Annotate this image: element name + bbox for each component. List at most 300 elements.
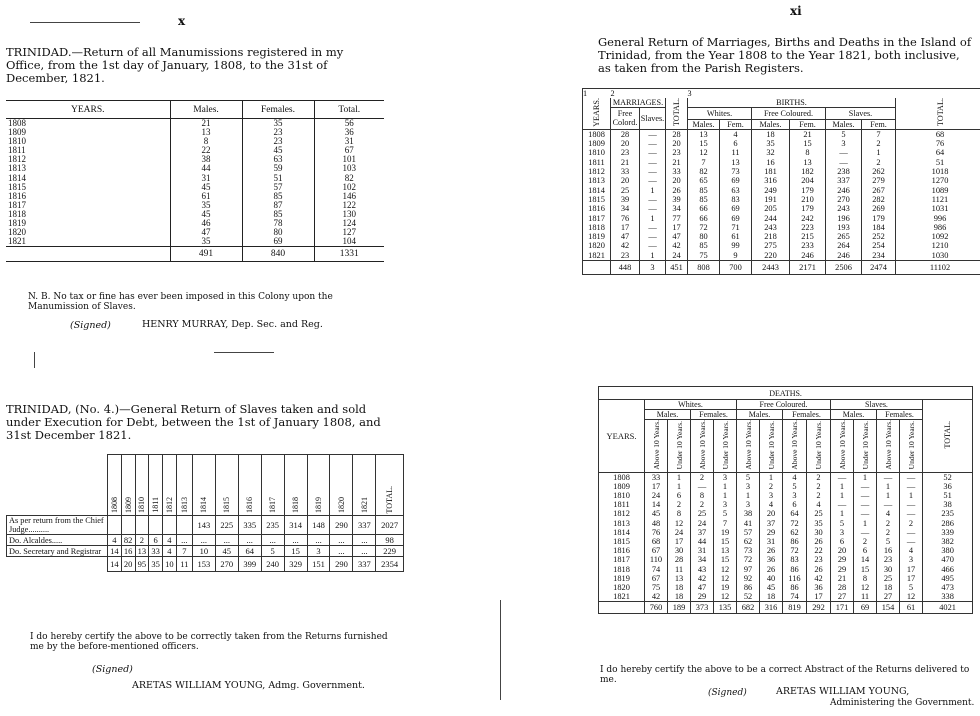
table-row [6, 210, 384, 219]
table-cell: 15 [790, 139, 826, 148]
table-cell: 30 [668, 546, 691, 555]
sex-header-row [599, 410, 973, 420]
table-cell: 7 [176, 546, 192, 557]
table-cell: 15 [714, 555, 737, 564]
males-header: Males. [737, 410, 783, 420]
table-cell: 16 [121, 546, 135, 557]
table-cell: 5 [714, 509, 737, 518]
table-row [583, 214, 980, 223]
deaths-title: DEATHS. [599, 387, 973, 400]
debt-col-header [261, 455, 284, 516]
table-cell: 191 [752, 195, 790, 204]
table-row [599, 583, 973, 592]
total-cell: 151 [307, 557, 330, 572]
table-cell: 4 [163, 535, 177, 546]
table-cell: 1814 [599, 528, 645, 537]
table-cell: 233 [790, 241, 826, 250]
table-cell: 86 [737, 583, 760, 592]
table-cell: 3 [737, 482, 760, 491]
table-cell: 38 [923, 500, 973, 509]
table-cell: 249 [752, 186, 790, 195]
table-cell: 62 [737, 537, 760, 546]
debt-col-header-text: 1810 [137, 497, 147, 513]
table-cell: 3 [783, 491, 807, 500]
table-cell: 1 [831, 509, 854, 518]
table-cell: 270 [826, 195, 862, 204]
table-cell: 279 [862, 176, 896, 185]
table-cell: 218 [752, 232, 790, 241]
table-cell: 1210 [896, 241, 980, 250]
table-cell: 264 [826, 241, 862, 250]
table-cell: 51 [242, 174, 314, 183]
males-header: Males. [688, 119, 720, 129]
table-row [6, 119, 384, 129]
table-row [583, 223, 980, 232]
grand-total-header [896, 98, 980, 129]
table-cell: 68 [645, 537, 668, 546]
years-header [583, 98, 611, 129]
table-cell: 2 [900, 519, 923, 528]
table-cell: 25 [877, 574, 900, 583]
table-cell: 243 [826, 204, 862, 213]
females-header: Females. [691, 410, 737, 420]
debt-col-header [107, 455, 121, 516]
deaths-title-row [599, 387, 973, 400]
table-cell: 17 [807, 592, 831, 602]
table-cell: 45 [170, 183, 242, 192]
above-10-header [783, 420, 807, 473]
table-cell: 12 [714, 565, 737, 574]
table-row [583, 195, 980, 204]
table-cell: 97 [737, 565, 760, 574]
total-cell [583, 261, 611, 275]
table-cell: 67 [344, 145, 354, 156]
table-cell: 1815 [599, 537, 645, 546]
table-cell: 51 [896, 158, 980, 167]
males-header: Males. [752, 119, 790, 129]
table-cell: 7 [688, 158, 720, 167]
table-row [599, 519, 973, 528]
table-cell: 16 [752, 158, 790, 167]
table-cell: 67 [645, 574, 668, 583]
table-cell: — [900, 528, 923, 537]
table-cell: 4 [760, 500, 783, 509]
table-cell: 127 [342, 227, 356, 238]
empty-cell [7, 557, 108, 572]
table-cell: 73 [737, 546, 760, 555]
table-cell: 223 [790, 223, 826, 232]
years-header: YEARS. [599, 400, 645, 473]
table-row [599, 509, 973, 518]
table-row [599, 500, 973, 509]
debt-col-header-text: 1812 [164, 497, 174, 513]
manumissions-table [6, 100, 384, 262]
table-cell: 1 [640, 214, 666, 223]
under-10-header-text: Under 10 Years. [814, 420, 823, 469]
table-cell: 20 [666, 139, 688, 148]
table-cell: 80 [242, 228, 314, 237]
table-cell: 335 [238, 516, 261, 535]
table-cell: 1813 [6, 164, 170, 173]
table-cell: 1820 [599, 583, 645, 592]
table-cell: 238 [826, 167, 862, 176]
under-10-header [760, 420, 783, 473]
males-header: Males. [645, 410, 691, 420]
marriages-births-table [582, 88, 980, 275]
table-cell: 45 [645, 509, 668, 518]
table-cell: 64 [896, 148, 980, 157]
total-cell: 240 [261, 557, 284, 572]
table-cell: 17 [900, 565, 923, 574]
free-coloured-header: Free Coloured. [752, 108, 826, 120]
debt-col-header-text: 1817 [268, 497, 278, 513]
debt-col-header [149, 455, 163, 516]
table-cell: 1018 [896, 167, 980, 176]
table-cell: 124 [342, 218, 356, 229]
total-cell: 316 [760, 602, 783, 614]
age-header-row [599, 420, 973, 473]
total-cell: 153 [192, 557, 215, 572]
table-cell: 1818 [599, 565, 645, 574]
table-cell: 466 [923, 565, 973, 574]
table-cell: 29 [760, 528, 783, 537]
table-cell: 86 [783, 583, 807, 592]
debt-col-header-text: 1811 [151, 497, 161, 513]
table-cell: 6 [831, 537, 854, 546]
table-row [6, 228, 384, 237]
column-number-row [583, 89, 980, 99]
under-10-header-text: Under 10 Years. [674, 420, 684, 469]
table-cell: 87 [242, 201, 314, 210]
table-cell: 33 [645, 472, 668, 482]
table-cell: 181 [752, 167, 790, 176]
table-cell: — [854, 528, 877, 537]
table-row [583, 139, 980, 148]
table-cell: 15 [714, 537, 737, 546]
totals-row [599, 602, 973, 614]
table-cell: 64 [238, 546, 261, 557]
table-cell: 3 [714, 500, 737, 509]
margin-mark [34, 352, 35, 368]
table-cell: 1815 [583, 195, 611, 204]
table-cell: ... [330, 535, 353, 546]
table-cell: 26 [760, 565, 783, 574]
table-cell: 48 [645, 519, 668, 528]
table-cell: 12 [668, 519, 691, 528]
table-cell: 16 [877, 546, 900, 555]
table-cell: 75 [688, 251, 720, 261]
table-cell: 45 [215, 546, 238, 557]
total-cell: 61 [900, 602, 923, 614]
table-cell: 1818 [6, 210, 170, 219]
table-cell: ... [261, 535, 284, 546]
table-cell: 62 [783, 528, 807, 537]
manumissions-col-header: Total. [314, 101, 384, 119]
table-cell: 1 [640, 186, 666, 195]
table-row [583, 251, 980, 261]
table-row [6, 174, 384, 183]
debt-col-header [238, 455, 261, 516]
total-cell: 682 [737, 602, 760, 614]
group-header-row [583, 98, 980, 108]
table-cell: 179 [790, 204, 826, 213]
debt-col-header-text: 1818 [291, 497, 301, 513]
table-cell: 1816 [599, 546, 645, 555]
table-row [583, 186, 980, 195]
fem-header: Fem. [790, 119, 826, 129]
table-cell: 102 [342, 181, 356, 192]
table-cell: 1813 [583, 176, 611, 185]
table-cell: 25 [611, 186, 640, 195]
table-cell: 25 [691, 509, 714, 518]
males-header: Males. [826, 119, 862, 129]
table-cell: 35 [752, 139, 790, 148]
table-cell: 18 [760, 592, 783, 602]
table-cell: 382 [923, 537, 973, 546]
table-cell: 275 [752, 241, 790, 250]
table-cell: 182 [790, 167, 826, 176]
table-cell: 18 [752, 129, 790, 139]
table-cell [176, 516, 192, 535]
table-cell: 72 [783, 519, 807, 528]
under-10-header [714, 420, 737, 473]
table-row [599, 574, 973, 583]
table-cell: 23 [666, 148, 688, 157]
debt-col-header [376, 455, 404, 516]
table-cell: 34 [611, 204, 640, 213]
table-row [599, 546, 973, 555]
col-number: 2 [610, 89, 615, 98]
table-cell: — [854, 500, 877, 509]
table-cell: 3 [900, 555, 923, 564]
table-cell: 32 [752, 148, 790, 157]
table-cell: ... [353, 535, 376, 546]
table-row [6, 155, 384, 164]
table-cell: 1808 [6, 119, 170, 129]
above-10-header-text: Above 10 Years. [837, 420, 847, 470]
table-cell: 2 [807, 482, 831, 491]
above-10-header-text: Above 10 Years. [651, 420, 661, 470]
table-cell: 6 [854, 546, 877, 555]
table-cell: 5 [900, 583, 923, 592]
table-cell: 4 [720, 129, 752, 139]
table-cell: 1270 [896, 176, 980, 185]
table-cell: 42 [666, 241, 688, 250]
table-cell: 2 [862, 158, 896, 167]
table-cell: 12 [900, 592, 923, 602]
table-row [583, 148, 980, 157]
total-cell: 292 [807, 602, 831, 614]
table-cell: 39 [611, 195, 640, 204]
table-cell: — [640, 176, 666, 185]
debt-col-header-text: 1819 [314, 497, 324, 513]
table-cell: 52 [923, 472, 973, 482]
right-page [490, 0, 980, 716]
table-cell: 1 [854, 519, 877, 528]
table-cell: 15 [284, 546, 307, 557]
debt-col-header-text: 1813 [179, 497, 189, 513]
table-cell: 1820 [583, 241, 611, 250]
table-cell: 83 [720, 195, 752, 204]
table-cell: 5 [826, 129, 862, 139]
table-cell: 42 [645, 592, 668, 602]
slaves-header: Slaves. [831, 400, 923, 410]
table-row [7, 546, 404, 557]
table-cell: 23 [611, 251, 640, 261]
table-cell: 996 [896, 214, 980, 223]
table-cell: 1810 [6, 137, 170, 146]
table-cell: 47 [611, 232, 640, 241]
table-row [583, 241, 980, 250]
table-cell: 2 [877, 519, 900, 528]
debt-col-header [192, 455, 215, 516]
table-cell: 2 [807, 472, 831, 482]
table-cell: 22 [807, 546, 831, 555]
table-cell: 83 [783, 555, 807, 564]
total-cell: 840 [242, 247, 314, 262]
table-cell: 73 [720, 167, 752, 176]
table-cell: — [640, 232, 666, 241]
debt-col-header [176, 455, 192, 516]
deaths-signed: (Signed) [708, 688, 747, 698]
table-cell: 473 [923, 583, 973, 592]
table-cell: 1030 [896, 251, 980, 261]
total-header [923, 400, 973, 473]
under-10-header-text: Under 10 Years. [906, 420, 916, 469]
above-10-header [877, 420, 900, 473]
table-cell: 23 [611, 148, 640, 157]
table-cell: 14 [854, 555, 877, 564]
table-cell: 7 [862, 129, 896, 139]
table-cell: 28 [666, 129, 688, 139]
table-cell: 5 [831, 519, 854, 528]
table-cell: 77 [666, 214, 688, 223]
total-cell: 171 [831, 602, 854, 614]
table-cell: 85 [688, 241, 720, 250]
debt-certify: I do hereby certify the above to be correctly taken from the Returns furnished me by the before-mentioned officers. [30, 632, 388, 652]
table-cell: 35 [807, 519, 831, 528]
table-cell: 2 [668, 500, 691, 509]
fem-header: Fem. [720, 119, 752, 129]
table-cell: 470 [923, 555, 973, 564]
table-cell: 12 [714, 574, 737, 583]
totals-row [6, 247, 384, 262]
table-cell: 39 [666, 195, 688, 204]
table-cell: 1821 [6, 237, 170, 247]
above-10-header-text: Above 10 Years. [697, 420, 707, 470]
table-cell: 24 [668, 528, 691, 537]
total-cell: 2506 [826, 261, 862, 275]
table-cell: — [877, 472, 900, 482]
debt-col-header [307, 455, 330, 516]
table-cell: 75 [645, 583, 668, 592]
table-cell: 31 [760, 537, 783, 546]
table-cell: 267 [862, 186, 896, 195]
table-cell: 57 [737, 528, 760, 537]
table-cell: 5 [737, 472, 760, 482]
table-cell: 1092 [896, 232, 980, 241]
table-row [583, 204, 980, 213]
table-cell: 1 [854, 472, 877, 482]
table-cell: 1814 [6, 174, 170, 183]
table-cell: 2 [760, 482, 783, 491]
table-cell: 1816 [583, 204, 611, 213]
table-cell: 34 [691, 555, 714, 564]
table-cell: 52 [737, 592, 760, 602]
males-header: Males. [831, 410, 877, 420]
table-cell: 24 [645, 491, 668, 500]
table-cell: 380 [923, 546, 973, 555]
table-cell: — [900, 509, 923, 518]
table-cell: 69 [720, 176, 752, 185]
group-header-row [599, 400, 973, 410]
table-cell: 286 [923, 519, 973, 528]
table-cell: 1817 [6, 201, 170, 210]
above-10-header [645, 420, 668, 473]
table-cell: 42 [807, 574, 831, 583]
total-cell: 448 [611, 261, 640, 275]
manumissions-signatory: HENRY MURRAY, Dep. Sec. and Reg. [142, 319, 323, 330]
table-cell: 23 [807, 555, 831, 564]
debt-col-header-text: 1816 [245, 497, 255, 513]
table-cell: 3 [760, 491, 783, 500]
above-10-header [691, 420, 714, 473]
table-cell: 235 [923, 509, 973, 518]
table-cell: 316 [752, 176, 790, 185]
table-cell: 8 [790, 148, 826, 157]
table-cell: 24 [666, 251, 688, 261]
table-cell: 65 [688, 176, 720, 185]
table-cell: 6 [783, 500, 807, 509]
debt-col-header [353, 455, 376, 516]
table-cell: 1817 [599, 555, 645, 564]
table-cell: 76 [645, 528, 668, 537]
table-cell: 1810 [599, 491, 645, 500]
deaths-table [598, 386, 973, 614]
table-cell: 57 [242, 183, 314, 192]
table-cell: — [831, 472, 854, 482]
table-cell: 1819 [583, 232, 611, 241]
under-10-header [854, 420, 877, 473]
total-cell: 373 [691, 602, 714, 614]
table-cell: 13 [170, 128, 242, 137]
table-cell: 36 [807, 583, 831, 592]
table-cell: 104 [342, 236, 356, 247]
table-cell: 17 [645, 482, 668, 491]
table-cell: 282 [862, 195, 896, 204]
table-cell: 9 [720, 251, 752, 261]
table-cell: 20 [760, 509, 783, 518]
table-cell: 85 [688, 186, 720, 195]
table-cell: — [826, 158, 862, 167]
table-cell: 1811 [583, 158, 611, 167]
table-cell: 179 [862, 214, 896, 223]
table-cell: 1121 [896, 195, 980, 204]
table-cell: 85 [242, 210, 314, 219]
table-row [599, 592, 973, 602]
table-cell: 262 [862, 167, 896, 176]
table-cell: 4 [783, 472, 807, 482]
table-cell: 36 [760, 555, 783, 564]
table-cell: 42 [611, 241, 640, 250]
table-cell: 82 [344, 172, 354, 183]
table-cell: 74 [783, 592, 807, 602]
table-cell: 86 [783, 537, 807, 546]
table-cell: 148 [307, 516, 330, 535]
manumissions-col-header: YEARS. [6, 101, 170, 119]
table-cell: 242 [790, 214, 826, 223]
table-cell: 1809 [6, 128, 170, 137]
